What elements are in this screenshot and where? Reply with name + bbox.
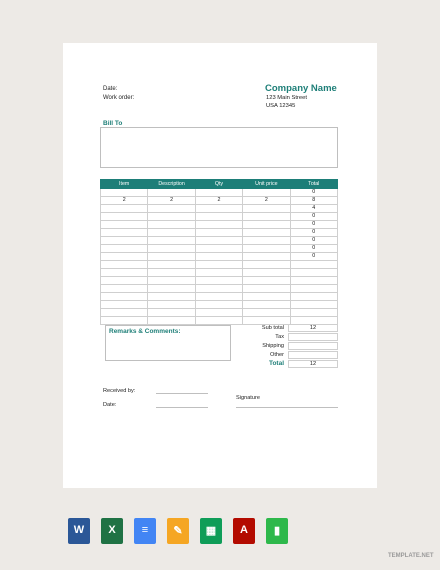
table-cell[interactable] xyxy=(243,237,290,245)
table-cell[interactable] xyxy=(290,285,337,293)
table-cell[interactable] xyxy=(148,285,195,293)
subtotal-value[interactable]: 12 xyxy=(288,324,338,332)
table-cell[interactable] xyxy=(243,245,290,253)
table-cell[interactable] xyxy=(195,261,242,269)
table-cell[interactable] xyxy=(243,285,290,293)
table-cell[interactable] xyxy=(195,237,242,245)
table-cell[interactable] xyxy=(148,189,195,197)
word-icon[interactable] xyxy=(68,518,90,544)
table-cell[interactable] xyxy=(148,317,195,325)
table-cell[interactable] xyxy=(290,277,337,285)
table-cell[interactable] xyxy=(243,269,290,277)
table-cell[interactable] xyxy=(101,277,148,285)
total-value[interactable]: 12 xyxy=(288,360,338,368)
table-cell[interactable]: 0 xyxy=(290,221,337,229)
table-row xyxy=(101,205,338,213)
table-cell[interactable] xyxy=(101,261,148,269)
table-cell[interactable] xyxy=(243,317,290,325)
table-cell[interactable] xyxy=(101,309,148,317)
table-cell[interactable] xyxy=(148,301,195,309)
table-cell[interactable] xyxy=(195,285,242,293)
table-cell[interactable] xyxy=(290,301,337,309)
table-cell[interactable] xyxy=(195,277,242,285)
table-cell[interactable]: 8 xyxy=(290,197,337,205)
table-cell[interactable]: 2 xyxy=(148,197,195,205)
table-cell[interactable] xyxy=(290,261,337,269)
table-cell[interactable] xyxy=(101,317,148,325)
table-cell[interactable]: 2 xyxy=(101,197,148,205)
table-row xyxy=(101,309,338,317)
table-cell[interactable] xyxy=(148,277,195,285)
table-cell[interactable] xyxy=(290,293,337,301)
table-cell[interactable] xyxy=(243,309,290,317)
table-cell[interactable]: 0 xyxy=(290,229,337,237)
remarks-box[interactable] xyxy=(105,325,231,361)
table-cell[interactable] xyxy=(148,205,195,213)
table-cell[interactable] xyxy=(101,237,148,245)
table-cell[interactable] xyxy=(101,285,148,293)
table-row xyxy=(101,189,338,197)
table-cell[interactable] xyxy=(195,253,242,261)
table-row xyxy=(101,293,338,301)
table-cell[interactable] xyxy=(101,245,148,253)
table-header-row xyxy=(101,180,338,189)
column-header: Item xyxy=(101,180,148,189)
table-cell[interactable] xyxy=(148,221,195,229)
table-cell[interactable] xyxy=(243,205,290,213)
table-row xyxy=(101,269,338,277)
work-order-label: Work order: xyxy=(103,95,135,101)
table-cell[interactable] xyxy=(195,269,242,277)
table-cell[interactable] xyxy=(243,213,290,221)
google-docs-icon[interactable] xyxy=(134,518,156,544)
tax-value[interactable] xyxy=(288,333,338,341)
shipping-label: Shipping xyxy=(262,343,284,349)
format-icon-glyph: ▦ xyxy=(205,525,217,537)
received-by-line[interactable] xyxy=(156,393,208,394)
column-header: Unit price xyxy=(243,180,290,189)
table-cell[interactable]: 2 xyxy=(195,197,242,205)
table-cell[interactable] xyxy=(243,301,290,309)
table-cell[interactable] xyxy=(243,189,290,197)
table-cell[interactable] xyxy=(243,277,290,285)
format-icon-glyph: ▮ xyxy=(273,525,281,537)
format-icon-glyph: A xyxy=(240,524,248,536)
table-cell[interactable] xyxy=(195,245,242,253)
table-cell[interactable] xyxy=(195,221,242,229)
table-cell[interactable]: 0 xyxy=(290,253,337,261)
table-row xyxy=(101,229,338,237)
table-row xyxy=(101,197,338,205)
table-cell[interactable] xyxy=(290,269,337,277)
table-cell[interactable] xyxy=(243,229,290,237)
table-cell[interactable] xyxy=(243,221,290,229)
table-cell[interactable] xyxy=(243,293,290,301)
table-cell[interactable]: 2 xyxy=(243,197,290,205)
table-row xyxy=(101,213,338,221)
column-header: Qty xyxy=(195,180,242,189)
received-by-label: Received by: xyxy=(103,388,136,394)
table-cell[interactable] xyxy=(101,301,148,309)
table-row xyxy=(101,237,338,245)
table-cell[interactable]: 0 xyxy=(290,245,337,253)
table-cell[interactable] xyxy=(195,205,242,213)
column-header: Description xyxy=(148,180,195,189)
table-cell[interactable]: 0 xyxy=(290,237,337,245)
other-value[interactable] xyxy=(288,351,338,359)
table-cell[interactable] xyxy=(101,229,148,237)
address-line-2: USA 12345 xyxy=(266,103,296,109)
table-row xyxy=(101,245,338,253)
table-cell[interactable] xyxy=(148,213,195,221)
pdf-icon[interactable] xyxy=(233,518,255,544)
items-table xyxy=(100,179,338,325)
table-cell[interactable] xyxy=(243,253,290,261)
remarks-label: Remarks & Comments: xyxy=(109,328,181,335)
table-cell[interactable] xyxy=(195,293,242,301)
table-cell[interactable] xyxy=(101,213,148,221)
google-sheets-icon[interactable] xyxy=(200,518,222,544)
table-cell[interactable] xyxy=(148,229,195,237)
date-label: Date: xyxy=(103,86,118,92)
table-cell[interactable] xyxy=(101,293,148,301)
subtotal-label: Sub total xyxy=(261,325,284,331)
format-icon-glyph: ✎ xyxy=(173,525,183,537)
excel-icon[interactable] xyxy=(101,518,123,544)
brand-watermark: TEMPLATE.NET xyxy=(388,553,434,559)
numbers-icon[interactable] xyxy=(266,518,288,544)
table-cell[interactable] xyxy=(290,309,337,317)
table-cell[interactable] xyxy=(148,309,195,317)
other-label: Other xyxy=(270,352,284,358)
table-cell[interactable] xyxy=(148,237,195,245)
format-icon-glyph: W xyxy=(73,524,85,536)
table-cell[interactable]: 0 xyxy=(290,213,337,221)
table-cell[interactable]: 0 xyxy=(290,189,337,197)
bill-to-label: Bill To xyxy=(103,120,123,127)
table-cell[interactable] xyxy=(148,269,195,277)
shipping-value[interactable] xyxy=(288,342,338,350)
table-cell[interactable] xyxy=(148,293,195,301)
footer-date-label: Date: xyxy=(103,402,117,408)
footer-date-line[interactable] xyxy=(156,407,208,408)
table-cell[interactable] xyxy=(101,205,148,213)
table-cell[interactable] xyxy=(148,261,195,269)
address-line-1: 123 Main Street xyxy=(266,95,307,101)
table-cell[interactable] xyxy=(195,317,242,325)
table-cell[interactable] xyxy=(101,253,148,261)
pages-icon[interactable] xyxy=(167,518,189,544)
format-icon-glyph: ≡ xyxy=(141,524,149,536)
table-row xyxy=(101,277,338,285)
table-row xyxy=(101,285,338,293)
table-row xyxy=(101,221,338,229)
table-cell[interactable] xyxy=(148,245,195,253)
table-row xyxy=(101,261,338,269)
tax-label: Tax xyxy=(275,334,284,340)
table-row xyxy=(101,253,338,261)
signature-line[interactable] xyxy=(236,407,338,408)
table-cell[interactable] xyxy=(195,213,242,221)
table-cell[interactable] xyxy=(195,301,242,309)
table-cell[interactable] xyxy=(195,309,242,317)
table-cell[interactable] xyxy=(101,221,148,229)
table-cell[interactable] xyxy=(243,261,290,269)
company-name: Company Name xyxy=(265,83,337,94)
table-cell[interactable] xyxy=(101,189,148,197)
format-icon-glyph: X xyxy=(108,524,116,536)
signature-label: Signature xyxy=(236,395,260,401)
column-header: Total xyxy=(290,180,337,189)
table-cell[interactable] xyxy=(148,253,195,261)
table-row xyxy=(101,301,338,309)
table-cell[interactable]: 4 xyxy=(290,205,337,213)
total-label: Total xyxy=(268,360,284,367)
table-cell[interactable] xyxy=(101,269,148,277)
table-cell[interactable] xyxy=(195,189,242,197)
table-cell[interactable] xyxy=(195,229,242,237)
bill-to-box[interactable] xyxy=(100,127,338,168)
